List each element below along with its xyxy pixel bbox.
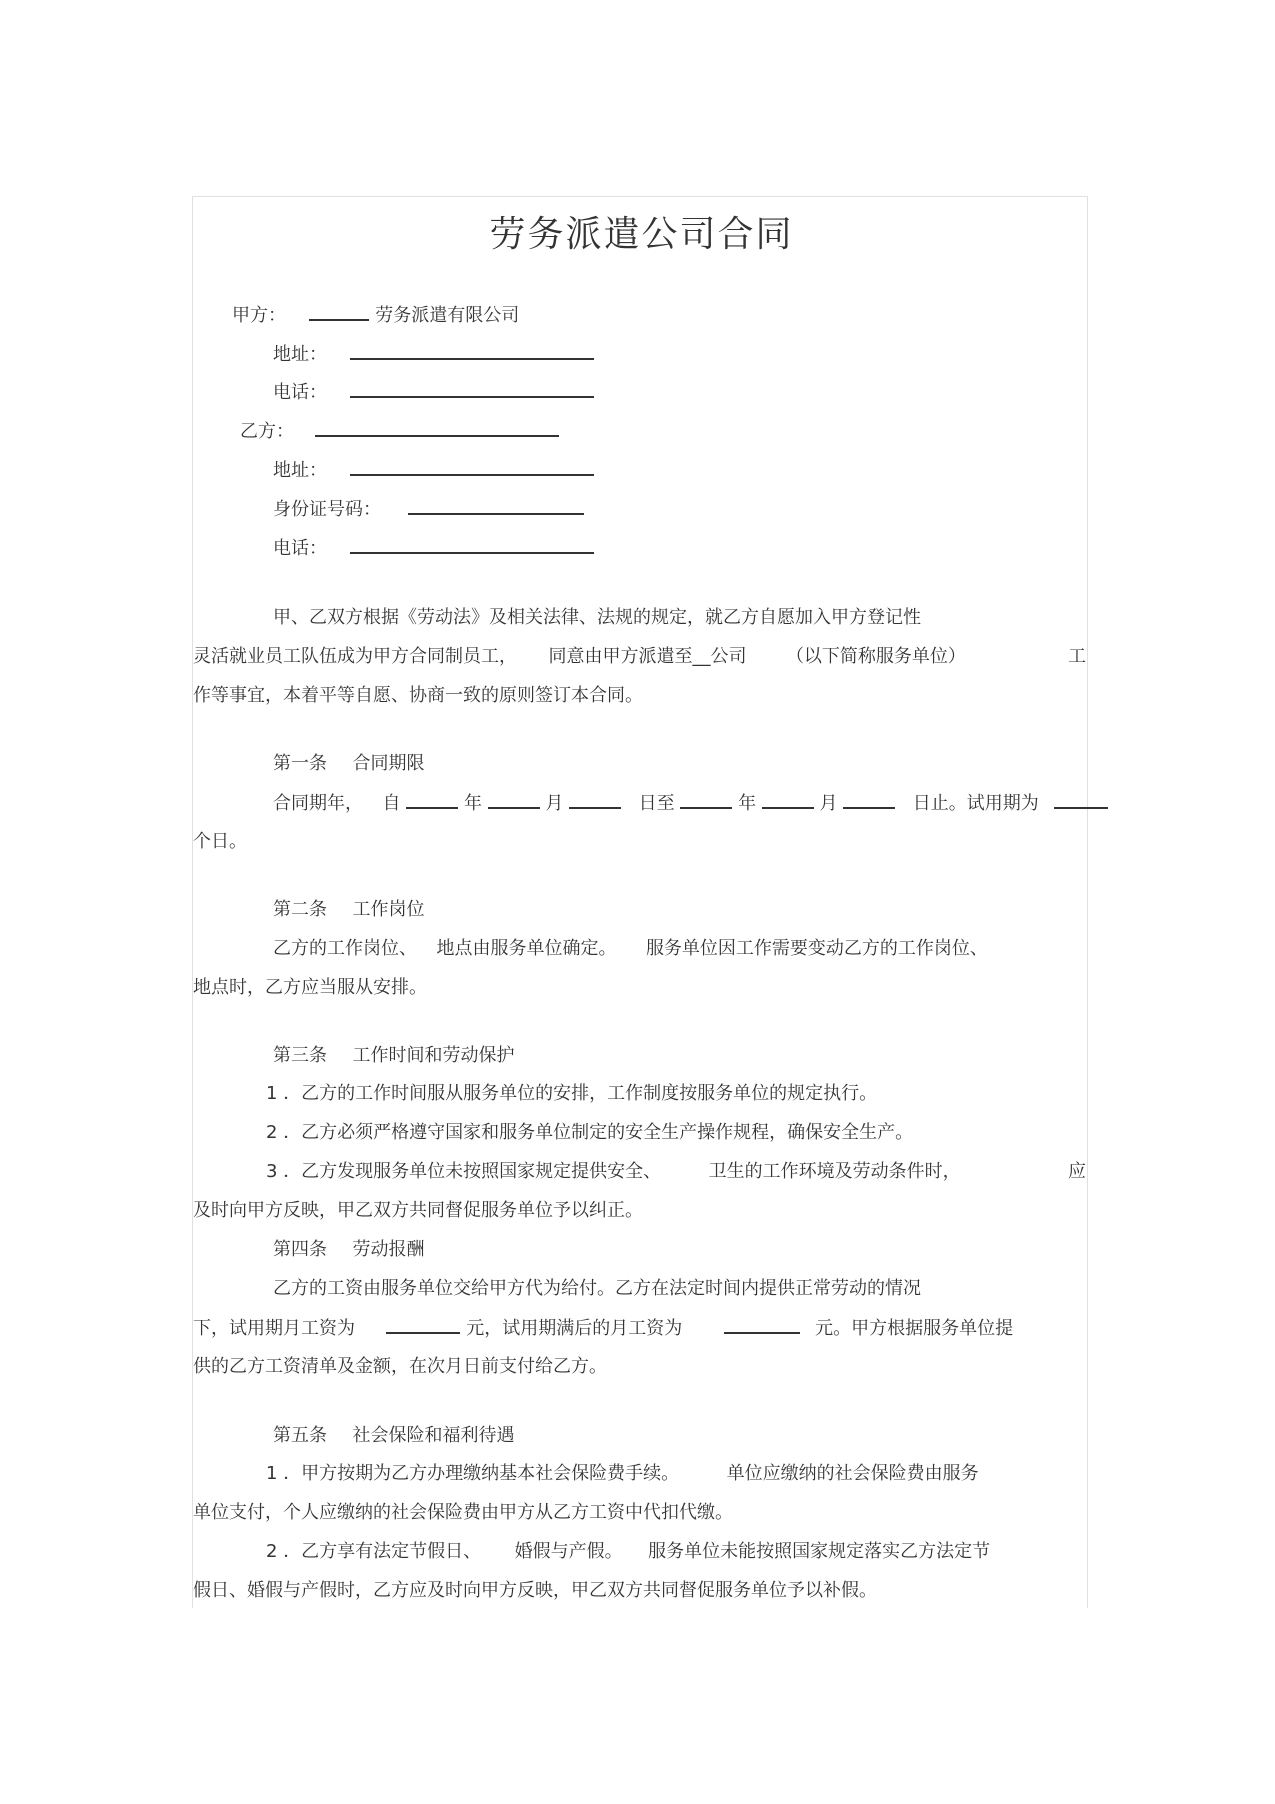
party-b-phone-row bbox=[273, 536, 594, 561]
article-3-title: 工作时间和劳动保护 bbox=[352, 1045, 515, 1066]
end-year-label: 年 bbox=[738, 793, 757, 814]
article-2-line-1c: 服务单位因工作需要变动乙方的工作岗位、 bbox=[645, 938, 988, 959]
party-b-phone-label: 电话： bbox=[273, 538, 327, 559]
article-1-from: 自 bbox=[382, 793, 401, 814]
end-month-label: 月 bbox=[819, 793, 838, 814]
article-4-line-2a: 下，试用期月工资为 bbox=[193, 1318, 355, 1339]
start-month-label: 月 bbox=[545, 793, 564, 814]
intro-line-2 bbox=[193, 645, 1086, 669]
article-4-heading bbox=[273, 1238, 424, 1262]
party-a-name: 劳务派遣有限公司 bbox=[375, 305, 520, 326]
party-a-blank bbox=[309, 303, 369, 321]
party-a-address-row bbox=[273, 342, 594, 367]
item-text: ．乙方必须严格遵守国家和服务单位制定的安全生产操作规程，确保安全生产。 bbox=[283, 1122, 914, 1143]
item-text-c: 服务单位未能按照国家规定落实乙方法定节 bbox=[648, 1541, 991, 1562]
intro-line-3: 作等事宜，本着平等自愿、协商一致的原则签订本合同。 bbox=[193, 685, 643, 706]
start-month-blank bbox=[488, 791, 540, 809]
party-a-phone-label: 电话： bbox=[273, 382, 327, 403]
party-b-row bbox=[240, 419, 559, 444]
article-3-heading bbox=[273, 1044, 514, 1068]
article-1-number: 第一条 bbox=[273, 753, 327, 774]
end-year-blank bbox=[680, 791, 732, 809]
item-text-b: 婚假与产假。 bbox=[514, 1541, 623, 1562]
article-5-item-1 bbox=[266, 1462, 979, 1486]
article-5-title: 社会保险和福利待遇 bbox=[352, 1425, 515, 1446]
article-5-item-1-line-2: 单位支付，个人应缴纳的社会保险费由甲方从乙方工资中代扣代缴。 bbox=[193, 1502, 733, 1523]
item-number: 1 bbox=[266, 1463, 278, 1484]
start-day-label: 日至 bbox=[638, 793, 675, 814]
item-text-b: 卫生的工作环境及劳动条件时， bbox=[708, 1161, 961, 1182]
regular-salary-blank bbox=[724, 1316, 800, 1334]
item-text: ．甲方按期为乙方办理缴纳基本社会保险费手续。 bbox=[283, 1463, 680, 1484]
party-a-phone-row bbox=[273, 380, 594, 405]
article-1-line-2: 个日。 bbox=[193, 831, 247, 852]
party-a-label: 甲方： bbox=[232, 305, 286, 326]
end-month-blank bbox=[762, 791, 814, 809]
item-text: ．乙方享有法定节假日、 bbox=[283, 1541, 482, 1562]
item-text-c: 应 bbox=[1068, 1161, 1086, 1182]
intro-line-1: 甲、乙双方根据《劳动法》及相关法律、法规的规定，就乙方自愿加入甲方登记性 bbox=[273, 607, 921, 628]
probation-label: 日止。试用期为 bbox=[912, 793, 1039, 814]
probation-blank bbox=[1054, 791, 1108, 809]
article-2-heading bbox=[273, 898, 424, 922]
party-b-blank bbox=[315, 419, 559, 437]
article-4-number: 第四条 bbox=[273, 1239, 327, 1260]
item-number: 2 bbox=[266, 1122, 278, 1143]
party-a-row bbox=[232, 303, 519, 328]
article-2-line-2: 地点时，乙方应当服从安排。 bbox=[193, 977, 427, 998]
item-text-b: 单位应缴纳的社会保险费由服务 bbox=[726, 1463, 979, 1484]
article-5-item-2-line-2: 假日、婚假与产假时，乙方应及时向甲方反映，甲乙双方共同督促服务单位予以补假。 bbox=[193, 1580, 877, 1601]
party-b-id-blank bbox=[408, 497, 584, 515]
party-a-address-label: 地址： bbox=[273, 344, 327, 365]
article-3-item-3-line-2: 及时向甲方反映，甲乙双方共同督促服务单位予以纠正。 bbox=[193, 1200, 643, 1221]
end-day-blank bbox=[843, 791, 895, 809]
start-day-blank bbox=[569, 791, 621, 809]
article-4-line-2b: 元，试用期满后的月工资为 bbox=[466, 1318, 683, 1339]
article-3-item-2 bbox=[266, 1121, 913, 1145]
party-b-id-label: 身份证号码： bbox=[273, 499, 381, 520]
article-2-line-1 bbox=[273, 937, 988, 961]
article-4-title: 劳动报酬 bbox=[352, 1239, 425, 1260]
item-number: 3 bbox=[266, 1161, 278, 1182]
article-1-line-1 bbox=[273, 791, 1108, 816]
item-text: ．乙方的工作时间服从服务单位的安排，工作制度按服务单位的规定执行。 bbox=[283, 1083, 878, 1104]
article-5-number: 第五条 bbox=[273, 1425, 327, 1446]
start-year-blank bbox=[406, 791, 458, 809]
start-year-label: 年 bbox=[463, 793, 482, 814]
document-title: 劳务派遣公司合同 bbox=[489, 214, 794, 255]
article-4-line-3: 供的乙方工资清单及金额，在次月日前支付给乙方。 bbox=[193, 1356, 607, 1377]
article-5-item-2 bbox=[266, 1540, 990, 1564]
article-4-line-2 bbox=[193, 1316, 1013, 1341]
party-a-address-blank bbox=[350, 342, 594, 360]
article-3-item-1 bbox=[266, 1082, 877, 1106]
party-b-address-label: 地址： bbox=[273, 460, 327, 481]
party-b-address-row bbox=[273, 458, 594, 483]
party-b-label: 乙方： bbox=[240, 421, 294, 442]
party-b-phone-blank bbox=[350, 536, 594, 554]
article-4-line-1: 乙方的工资由服务单位交给甲方代为给付。乙方在法定时间内提供正常劳动的情况 bbox=[273, 1278, 921, 1299]
party-a-phone-blank bbox=[350, 380, 594, 398]
party-b-address-blank bbox=[350, 458, 594, 476]
article-5-heading bbox=[273, 1424, 514, 1448]
intro-line-2b: 同意由甲方派遣至__公司 bbox=[548, 646, 747, 667]
article-2-line-1a: 乙方的工作岗位、 bbox=[273, 938, 417, 959]
article-2-number: 第二条 bbox=[273, 899, 327, 920]
article-1-term: 合同期年， bbox=[273, 793, 363, 814]
intro-line-2d: 工 bbox=[1068, 646, 1086, 667]
party-b-id-row bbox=[273, 497, 584, 522]
article-3-number: 第三条 bbox=[273, 1045, 327, 1066]
article-3-item-3 bbox=[266, 1160, 1086, 1184]
article-2-line-1b: 地点由服务单位确定。 bbox=[436, 938, 617, 959]
intro-line-2c: （以下简称服务单位） bbox=[785, 646, 966, 667]
article-2-title: 工作岗位 bbox=[352, 899, 425, 920]
item-number: 1 bbox=[266, 1083, 278, 1104]
item-text: ．乙方发现服务单位未按照国家规定提供安全、 bbox=[283, 1161, 662, 1182]
article-1-heading bbox=[273, 752, 424, 776]
intro-line-2a: 灵活就业员工队伍成为甲方合同制员工， bbox=[193, 646, 517, 667]
article-4-line-2c: 元。甲方根据服务单位提 bbox=[815, 1318, 1014, 1339]
probation-salary-blank bbox=[386, 1316, 460, 1334]
item-number: 2 bbox=[266, 1541, 278, 1562]
article-1-title: 合同期限 bbox=[352, 753, 425, 774]
